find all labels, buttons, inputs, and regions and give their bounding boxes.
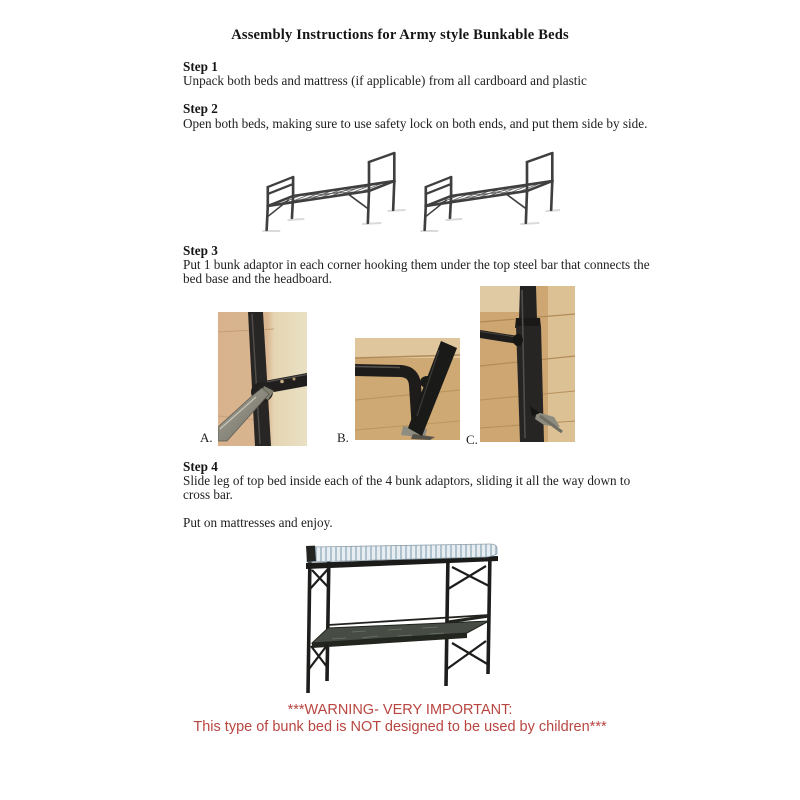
closing-note: Put on mattresses and enjoy. bbox=[183, 515, 333, 530]
step-3-text-line-1: Put 1 bunk adaptor in each corner hooking them under the top steel bar that connects the bbox=[183, 257, 650, 272]
bunk-bed-photo bbox=[302, 543, 503, 695]
step-4-heading: Step 4 bbox=[183, 459, 218, 474]
tube-corner-bracket-photo bbox=[355, 338, 460, 440]
warning-line-2: This type of bunk bed is NOT designed to be used by children*** bbox=[193, 719, 607, 735]
adaptor-photo-b bbox=[355, 338, 460, 440]
step-4-text-line-2: cross bar. bbox=[183, 487, 233, 502]
step-1-text: Unpack both beds and mattress (if applicable) from all cardboard and plastic bbox=[183, 73, 587, 88]
step-3-heading: Step 3 bbox=[183, 243, 218, 258]
photo-label-c: C. bbox=[466, 432, 478, 447]
corner-hook-closeup-photo bbox=[218, 312, 307, 446]
step-4-text-line-1: Slide leg of top bed inside each of the 4 bunk adaptors, sliding it all the way down to bbox=[183, 473, 631, 488]
adaptor-photo-c bbox=[480, 286, 575, 442]
leg-tube-adaptor-photo bbox=[480, 286, 575, 442]
step-2-text: Open both beds, making sure to use safety lock on both ends, and put them side by side. bbox=[183, 116, 648, 131]
photo-label-a: A. bbox=[200, 430, 213, 445]
adaptor-photo-a bbox=[218, 312, 307, 446]
warning-text bbox=[0, 702, 800, 736]
beds-side-by-side-figure bbox=[252, 151, 560, 233]
page-title: Assembly Instructions for Army style Bunkable Beds bbox=[231, 27, 569, 43]
bed-right bbox=[421, 153, 560, 231]
assembled-bunk-bed-figure bbox=[302, 543, 503, 695]
photo-label-b: B. bbox=[337, 430, 349, 445]
warning-line-1: ***WARNING- VERY IMPORTANT: bbox=[287, 702, 513, 718]
step-1-heading: Step 1 bbox=[183, 59, 218, 74]
step-2-heading: Step 2 bbox=[183, 101, 218, 116]
step-3-text-line-2: bed base and the headboard. bbox=[183, 271, 333, 286]
bed-left bbox=[263, 153, 404, 231]
two-single-beds-line-drawing bbox=[252, 151, 560, 233]
